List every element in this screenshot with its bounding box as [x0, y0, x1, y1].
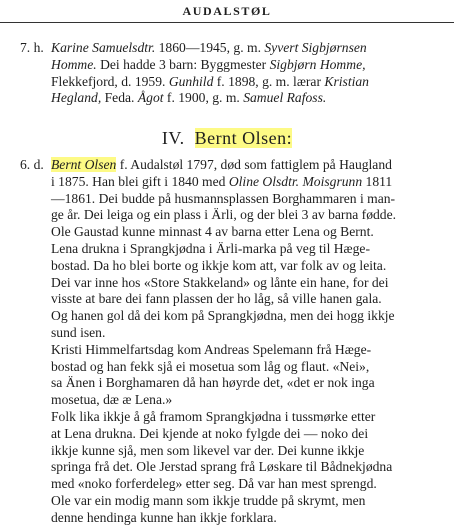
entry-number: 7. h. [20, 40, 44, 55]
entry-6-line-20: med «noko forferdeleg» etter seg. Då var han mest sprengd. [51, 476, 377, 492]
entry-6-line-7: bostad. Da ho blei borte og ikkje kom att, var folk av og leita. [51, 257, 387, 273]
entry-7-line-3 [20, 74, 446, 91]
child-name: Sigbjørn Homme, [269, 56, 366, 72]
entry-7-line-1 [20, 40, 446, 57]
spouse-name: Syvert Sigbjørnsen [264, 40, 367, 55]
text: f. Audalstøl 1797, død som fattiglem på Haugland [116, 157, 392, 172]
section-name-highlighted: Bernt Olsen: [194, 128, 293, 148]
text: Dei hadde 3 barn: Byggmester [96, 56, 270, 72]
entry-6-line-10: Og hanen gol då dei kom på Sprangkjødna, men dei hogg ikkje [51, 308, 395, 324]
entry-7-line-2 [20, 57, 446, 74]
spouse-name: Oline Olsdtr. Moisgrunn [228, 173, 363, 189]
entry-6-line-11: sund isen. [51, 324, 106, 340]
entry-6-line-22: denne hendinga kunne han ikkje forklara. [51, 509, 277, 525]
entry-6-line-19: springa frå det. Ole Jerstad sprang frå Løskare til Bådnekjødna [51, 459, 393, 475]
text: f. 1898, g. m. lærar [213, 73, 325, 89]
entry-6-line-1 [20, 157, 446, 174]
spouse-surname: Hegland, [51, 90, 102, 106]
person-name-highlighted: Bernt Olsen [51, 157, 117, 172]
text: i 1875. Han blei gift i 1840 med [51, 173, 229, 189]
person-name: Karine Samuelsdtr. [51, 40, 156, 55]
spouse-name: Samuel Rafoss. [243, 90, 327, 106]
entry-7-line-4 [20, 90, 446, 107]
text: Feda. [101, 90, 138, 106]
entry-6-line-16: Folk lika ikkje å gå framom Sprangkjødna i tussmørke etter [51, 408, 376, 424]
header-rule [0, 22, 454, 23]
text: 1811 [362, 173, 393, 189]
entry-7 [20, 40, 446, 107]
entry-number: 6. d. [20, 157, 44, 172]
running-head: AUDALSTØL [182, 4, 272, 18]
entry-6-line-3: —1861. Dei budde på husmannsplassen Borghammaren i man- [51, 190, 396, 206]
text: 1860—1945, g. m. [155, 40, 265, 55]
entry-6-line-9: visste at bare dei fann plassen der ho låg, så ville hanen gala. [51, 291, 382, 307]
entry-6-line-13: bostad og han fekk sjå ei mosetua som låg og flaut. «Nei», [51, 358, 370, 374]
section-numeral: IV. [161, 128, 185, 148]
entry-6-line-18: ikkje kunne sjå, men som likevel var der. Dei kunne ikkje [51, 442, 365, 458]
entry-6-line-14: sa Änen i Borghamaren då han høyrde det, «det er nok inga [51, 375, 375, 391]
entry-6-line-12: Kristi Himmelfartsdag kom Andreas Spelemann frå Hæge- [51, 341, 372, 357]
entry-6-line-4: ge år. Dei leiga og ein plass i Ärli, og der blei 3 av barna fødde. [51, 207, 397, 223]
entry-6-line-2 [20, 174, 446, 191]
entry-6-line-17: at Lena drukna. Dei kjende at noko fylgde dei — noko dei [51, 425, 369, 441]
text: Flekkefjord, d. 1959. [51, 73, 169, 89]
spouse-surname: Homme. [51, 56, 97, 72]
child-name: Ågot [137, 90, 164, 106]
entry-6-line-5: Ole Gaustad kunne minnast 4 av barna etter Lena og Bernt. [51, 224, 374, 240]
entry-6-line-15: mosetua, dæ æ Lena.» [51, 392, 173, 408]
entry-6-line-21: Ole var ein modig mann som ikkje trudde på skrymt, men [51, 492, 366, 508]
entry-6-line-8: Dei var inne hos «Store Stakkeland» og lånte ein hane, for dei [51, 274, 389, 290]
entry-6-line-6: Lena drukna i Sprangkjødna i Ärli-marka på veg til Hæge- [51, 240, 370, 256]
text: f. 1900, g. m. [163, 90, 244, 106]
section-heading [0, 128, 454, 149]
spouse-name: Kristian [324, 73, 369, 89]
child-name: Gunhild [168, 73, 214, 89]
entry-6 [20, 157, 446, 527]
